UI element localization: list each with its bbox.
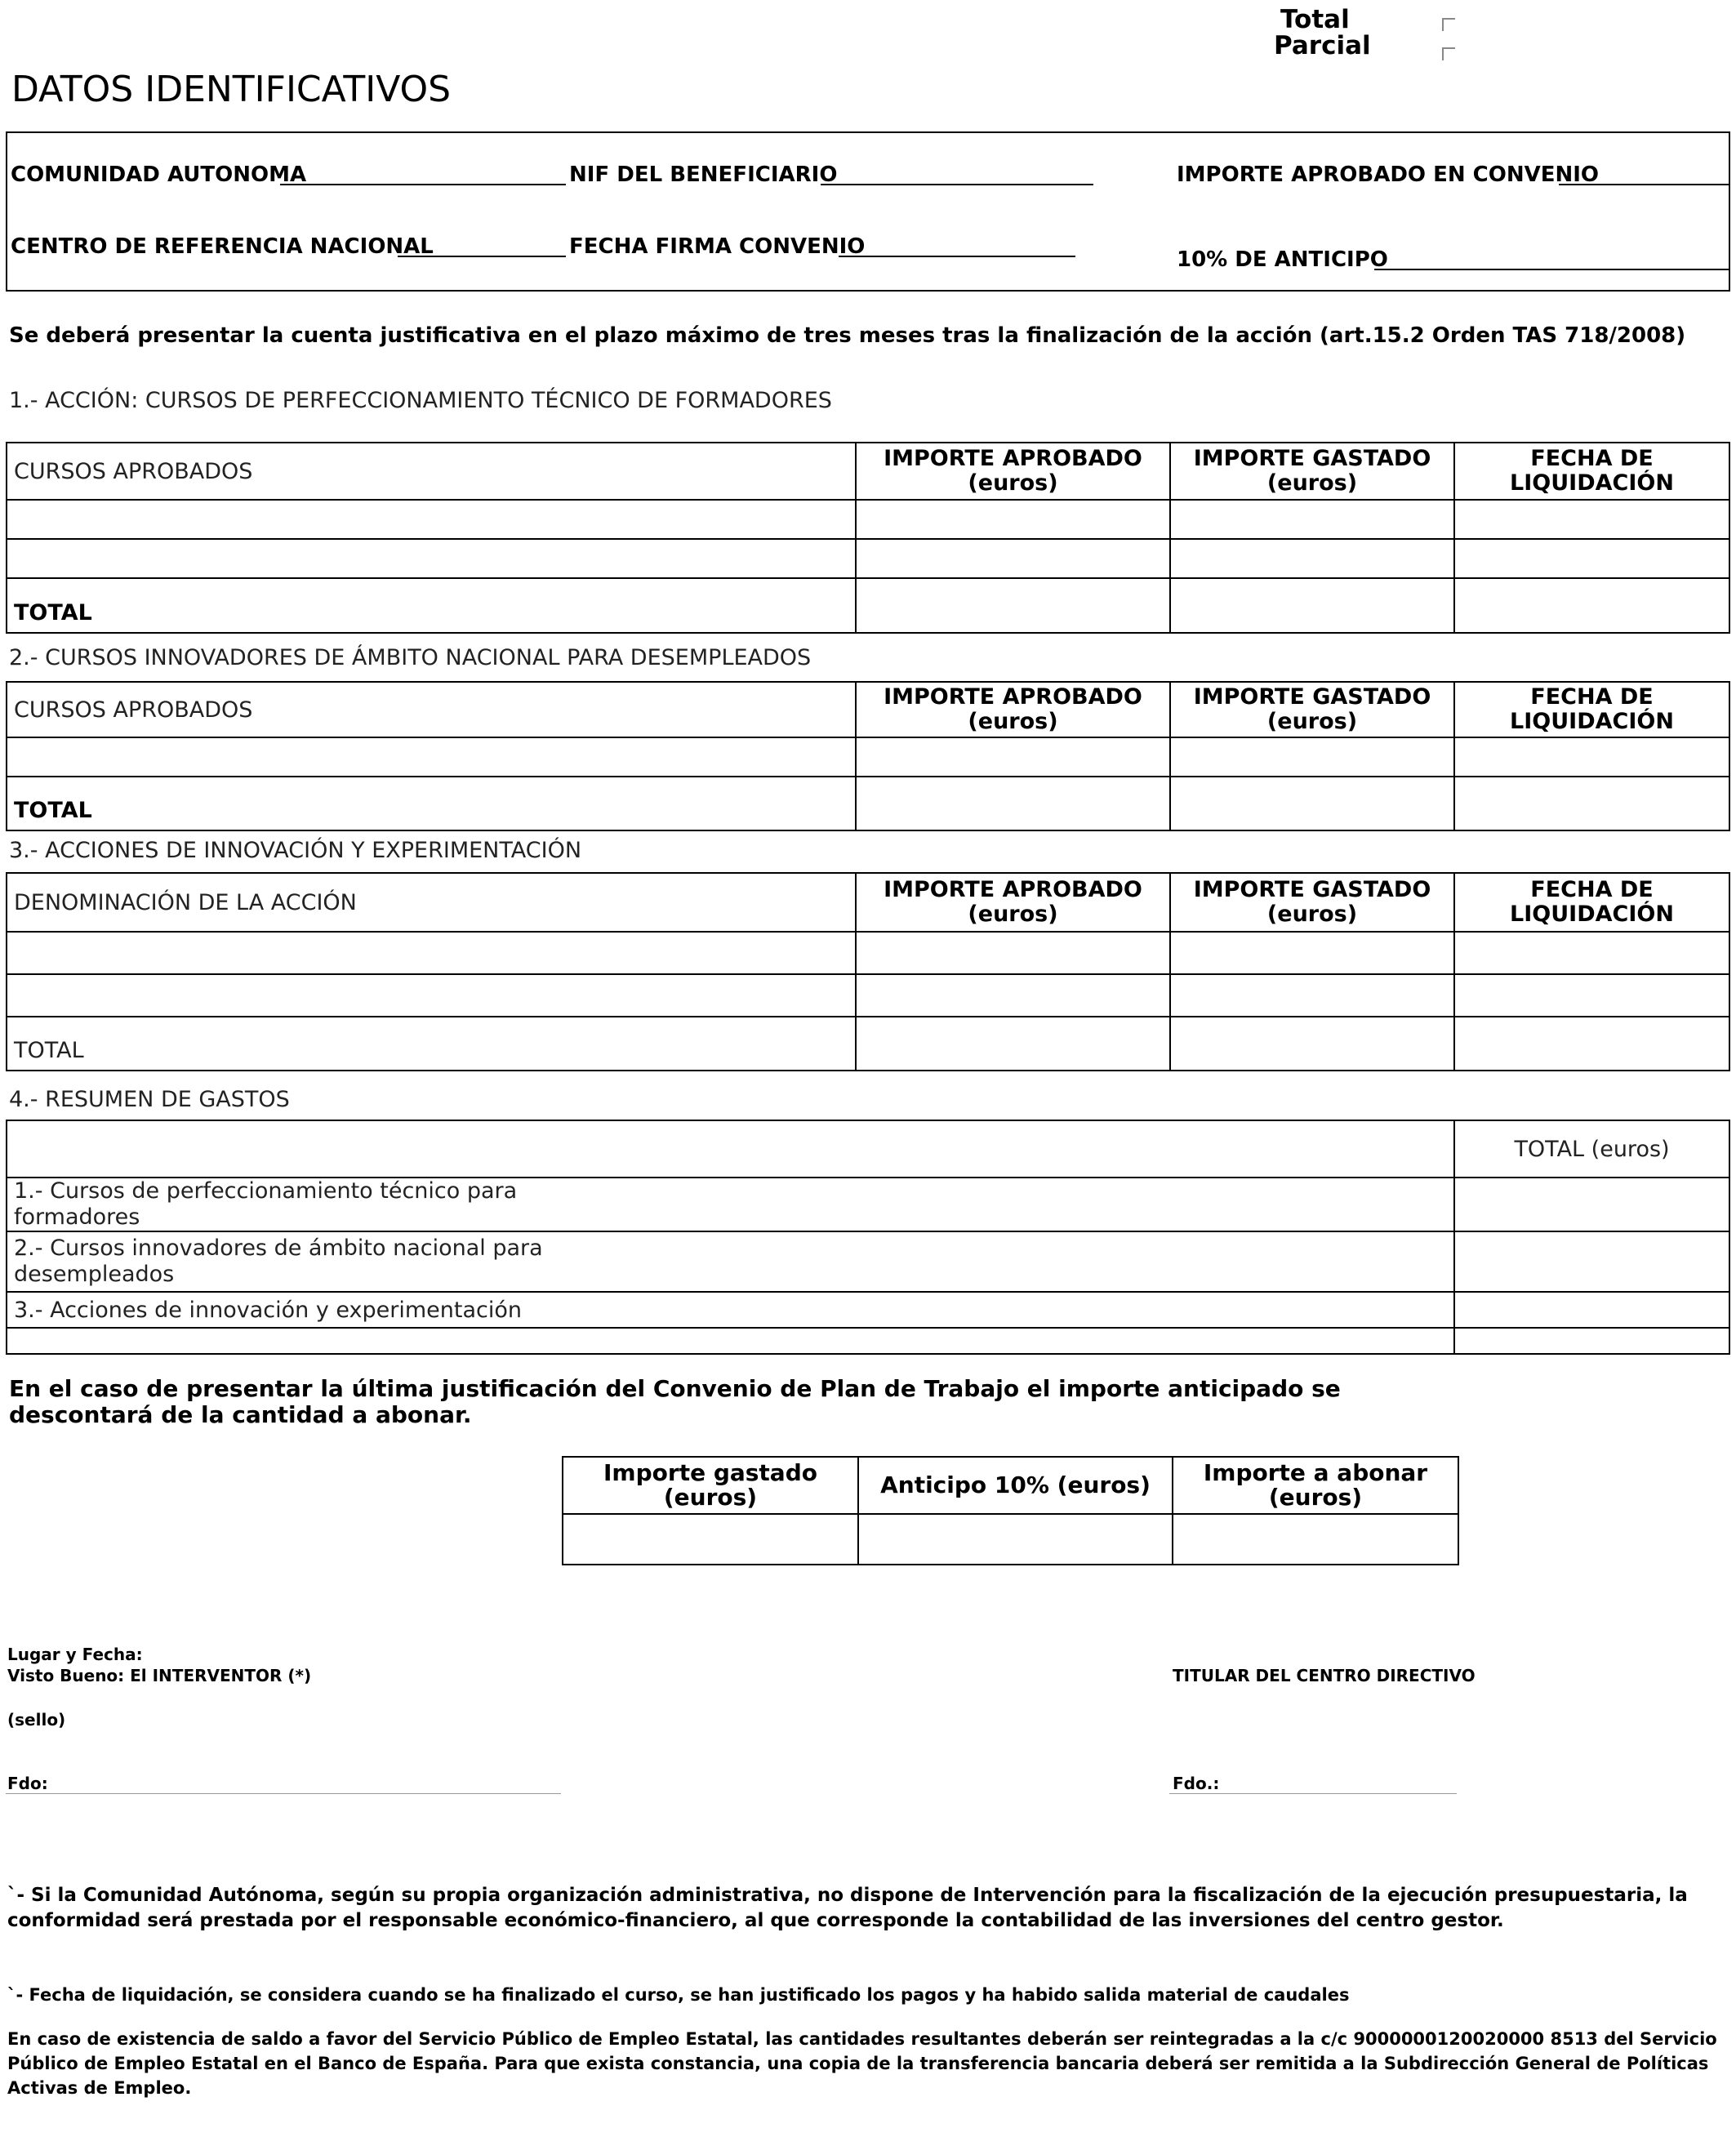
- total-row: [7, 578, 1729, 633]
- section4-title: 4.- RESUMEN DE GASTOS: [9, 1087, 290, 1112]
- anticipo-field[interactable]: [1374, 269, 1729, 270]
- signature-line-left[interactable]: [6, 1793, 561, 1794]
- importe-gastado-header-line1: IMPORTE GASTADO: [1193, 877, 1431, 902]
- table-row: [7, 932, 1729, 974]
- footnote-1: `- Si la Comunidad Autónoma, según su propia organización administrativa, no dispone de Intervención para la fiscalización de la ejecución presupuestaria, la conformidad será prestada por el responsable económico-financiero, al que corresponde la contabilidad de las inversiones del centro gestor.: [7, 1885, 1688, 1931]
- section1-title: 1.- ACCIÓN: CURSOS DE PERFECCIONAMIENTO TÉCNICO DE FORMADORES: [9, 388, 832, 413]
- importe-gastado-header-line1: IMPORTE GASTADO: [1193, 446, 1431, 471]
- cell[interactable]: [1454, 500, 1729, 539]
- centro-label: CENTRO DE REFERENCIA NACIONAL: [11, 234, 434, 259]
- cell[interactable]: [7, 1328, 1454, 1354]
- cell[interactable]: [1454, 1292, 1729, 1328]
- cell[interactable]: [1170, 500, 1454, 539]
- table-row: [7, 974, 1729, 1017]
- cell[interactable]: [1454, 932, 1729, 974]
- visto-bueno-label: Visto Bueno: El INTERVENTOR (*): [7, 1666, 312, 1685]
- table-row: [563, 1514, 1458, 1565]
- importe-gastado-col: Importe gastado (euros): [563, 1457, 858, 1514]
- total-label: TOTAL: [7, 578, 856, 633]
- section2-title: 2.- CURSOS INNOVADORES DE ÁMBITO NACIONAL PARA DESEMPLEADOS: [9, 645, 812, 670]
- cell[interactable]: [7, 974, 856, 1017]
- cell[interactable]: [856, 539, 1170, 578]
- cell[interactable]: [7, 539, 856, 578]
- cell[interactable]: [1454, 1231, 1729, 1292]
- importe-convenio-field[interactable]: [1559, 184, 1729, 185]
- cell[interactable]: [1454, 1328, 1729, 1354]
- summary-row-1: 1.- Cursos de perfeccionamiento técnico para formadores: [14, 1178, 518, 1230]
- section3-title: 3.- ACCIONES DE INNOVACIÓN Y EXPERIMENTACIÓN: [9, 838, 582, 863]
- cell[interactable]: [1454, 737, 1729, 777]
- summary-row-2: 2.- Cursos innovadores de ámbito nacional para desempleados: [14, 1235, 543, 1287]
- footnote-3: En caso de existencia de saldo a favor del Servicio Público de Empleo Estatal, las cantidades resultantes deberán ser reintegradas a la c/c 9000000120020000 8513 del Servicio Público de Empleo Estatal en el Banco de España. Para que exista constancia, una copia de la transferencia bancaria deberá ser remitida a la Subdirección General de Políticas Activas de Empleo.: [7, 2029, 1717, 2098]
- cell[interactable]: [856, 737, 1170, 777]
- importe-gastado-header: [1170, 873, 1454, 932]
- table-row: [7, 737, 1729, 777]
- section3-first-col-header: DENOMINACIÓN DE LA ACCIÓN: [7, 873, 856, 932]
- section4-table: [6, 1120, 1730, 1355]
- page-title: DATOS IDENTIFICATIVOS: [11, 69, 452, 110]
- importe-convenio-label: IMPORTE APROBADO EN CONVENIO: [1177, 163, 1600, 187]
- cell[interactable]: [1454, 1178, 1729, 1231]
- section1-first-col-header: CURSOS APROBADOS: [7, 443, 856, 500]
- signature-line-right[interactable]: [1169, 1793, 1457, 1794]
- section1-table: [6, 442, 1730, 634]
- lugar-fecha-label: Lugar y Fecha:: [7, 1645, 143, 1664]
- centro-field[interactable]: [398, 256, 566, 257]
- importe-gastado-header-line2: (euros): [1266, 902, 1358, 927]
- total-label: TOTAL: [7, 777, 856, 830]
- sello-label: (sello): [7, 1710, 66, 1730]
- section3-table: [6, 872, 1730, 1071]
- cell[interactable]: [856, 777, 1170, 830]
- total-row: [7, 777, 1729, 830]
- total-checkbox[interactable]: [1442, 18, 1455, 31]
- total-euros-header: TOTAL (euros): [1454, 1120, 1729, 1178]
- cell[interactable]: [1454, 974, 1729, 1017]
- cell[interactable]: [1170, 777, 1454, 830]
- summary-row-label: [7, 1178, 1454, 1231]
- ident-box: [6, 131, 1730, 292]
- anticipo-label: 10% DE ANTICIPO: [1177, 247, 1388, 272]
- cell[interactable]: [7, 737, 856, 777]
- cell[interactable]: [1454, 777, 1729, 830]
- table-row: [7, 1231, 1729, 1292]
- cell[interactable]: [856, 500, 1170, 539]
- cell[interactable]: [856, 578, 1170, 633]
- cell[interactable]: [1170, 578, 1454, 633]
- cell[interactable]: [563, 1514, 858, 1565]
- importe-gastado-header-line2: (euros): [1266, 709, 1358, 734]
- importe-gastado-header-line2: (euros): [1266, 470, 1358, 496]
- nif-label: NIF DEL BENEFICIARIO: [569, 163, 838, 187]
- comunidad-label: COMUNIDAD AUTONOMA: [11, 163, 307, 187]
- fecha-liquidacion-header: FECHA DE LIQUIDACIÓN: [1454, 873, 1729, 932]
- total-label: Total: [1280, 5, 1350, 34]
- cell[interactable]: [1170, 1017, 1454, 1071]
- cell[interactable]: [7, 500, 856, 539]
- footnote-2: `- Fecha de liquidación, se considera cuando se ha finalizado el curso, se han justificado los pagos y ha habido salida material de caudales: [7, 1985, 1350, 2005]
- importe-aprobado-header: IMPORTE APROBADO (euros): [856, 682, 1170, 737]
- nif-field[interactable]: [821, 184, 1093, 185]
- total-label: TOTAL: [7, 1017, 856, 1071]
- importe-gastado-header-line1: IMPORTE GASTADO: [1193, 684, 1431, 710]
- section2-first-col-header: CURSOS APROBADOS: [7, 682, 856, 737]
- fecha-firma-label: FECHA FIRMA CONVENIO: [569, 234, 866, 259]
- summary-row-3: 3.- Acciones de innovación y experimentación: [7, 1292, 1454, 1328]
- parcial-label: Parcial: [1274, 31, 1371, 60]
- fdo-left-label: Fdo:: [7, 1774, 48, 1793]
- fecha-firma-field[interactable]: [839, 256, 1075, 257]
- summary-calc-table: [562, 1456, 1459, 1565]
- comunidad-field[interactable]: [280, 184, 566, 185]
- cell[interactable]: [1173, 1514, 1458, 1565]
- cell[interactable]: [1170, 539, 1454, 578]
- cell[interactable]: [856, 1017, 1170, 1071]
- importe-abonar-col: Importe a abonar (euros): [1173, 1457, 1458, 1514]
- cell[interactable]: [858, 1514, 1173, 1565]
- parcial-checkbox[interactable]: [1442, 47, 1455, 60]
- cell[interactable]: [1170, 932, 1454, 974]
- cell[interactable]: [856, 974, 1170, 1017]
- table-row: [7, 1292, 1729, 1328]
- importe-gastado-header: [1170, 443, 1454, 500]
- table-row: [7, 1178, 1729, 1231]
- blank-header: [7, 1120, 1454, 1178]
- plazo-note: Se deberá presentar la cuenta justificativa en el plazo máximo de tres meses tras la finalización de la acción (art.15.2 Orden TAS 718/2008): [9, 323, 1686, 348]
- table-row: [7, 1328, 1729, 1354]
- importe-aprobado-header: IMPORTE APROBADO (euros): [856, 443, 1170, 500]
- cell[interactable]: [1170, 974, 1454, 1017]
- cell[interactable]: [856, 932, 1170, 974]
- cell[interactable]: [1454, 578, 1729, 633]
- cell[interactable]: [1170, 737, 1454, 777]
- titular-label: TITULAR DEL CENTRO DIRECTIVO: [1173, 1666, 1476, 1685]
- cell[interactable]: [1454, 539, 1729, 578]
- section2-table: [6, 681, 1730, 831]
- fecha-liquidacion-header: FECHA DE LIQUIDACIÓN: [1454, 443, 1729, 500]
- importe-aprobado-header: IMPORTE APROBADO (euros): [856, 873, 1170, 932]
- importe-gastado-header: [1170, 682, 1454, 737]
- fecha-liquidacion-header: FECHA DE LIQUIDACIÓN: [1454, 682, 1729, 737]
- total-row: [7, 1017, 1729, 1071]
- summary-row-label: [7, 1231, 1454, 1292]
- cell[interactable]: [7, 932, 856, 974]
- fdo-right-label: Fdo.:: [1173, 1774, 1220, 1793]
- table-row: [7, 539, 1729, 578]
- anticipo-col: Anticipo 10% (euros): [858, 1457, 1173, 1514]
- final-note: En el caso de presentar la última justificación del Convenio de Plan de Trabajo el importe anticipado se descontará de la cantidad a abonar.: [9, 1375, 1341, 1428]
- cell[interactable]: [1454, 1017, 1729, 1071]
- table-row: [7, 500, 1729, 539]
